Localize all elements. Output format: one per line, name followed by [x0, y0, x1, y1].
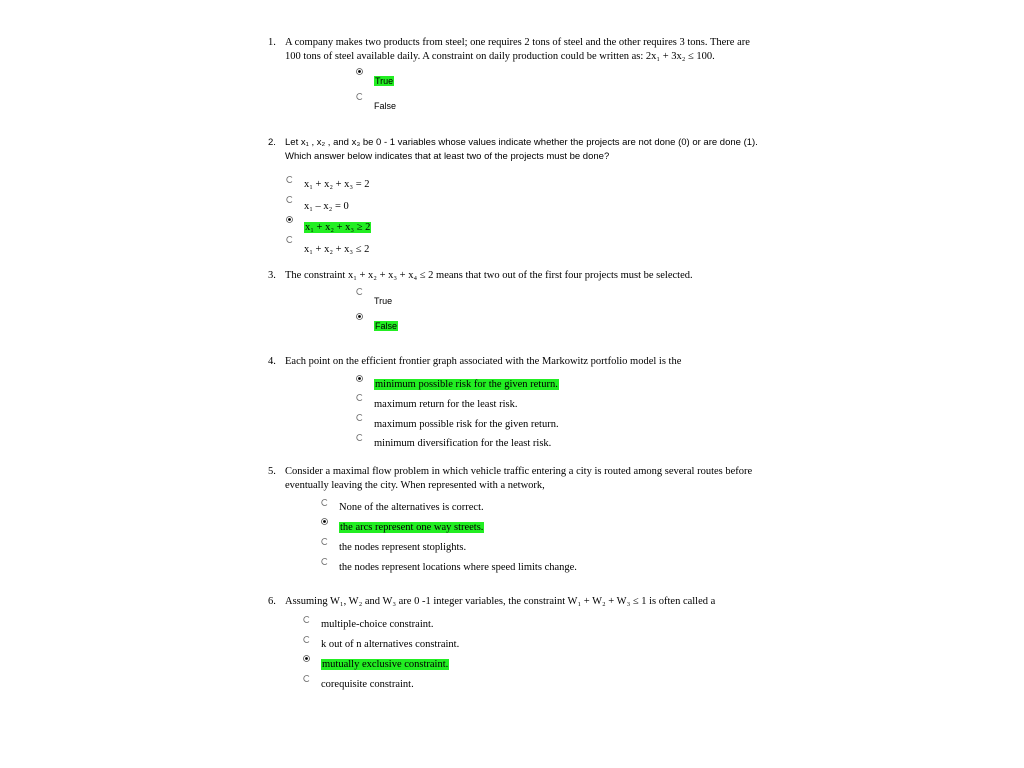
radio-icon[interactable]: [356, 93, 363, 100]
answer-option[interactable]: [374, 398, 517, 411]
question-line: eventually leaving the city. When represented with a network,: [285, 480, 545, 491]
option-label: False: [375, 321, 398, 331]
option-label: False: [374, 101, 397, 111]
option-label: x₁ – x₂ = 0: [304, 201, 349, 212]
question-text: [285, 269, 765, 283]
option-label: multiple-choice constraint.: [321, 619, 434, 630]
option-label: the nodes represent stoplights.: [339, 542, 467, 553]
question-line: Which answer below indicates that at least two of the projects must be done?: [285, 151, 610, 162]
question-line: The constraint x₁ + x₂ + x₃ + x₄ ≤ 2 means that two out of the first four projects must be selected.: [285, 270, 693, 281]
option-label: True: [375, 76, 394, 86]
radio-selected-icon[interactable]: [321, 518, 328, 525]
answer-option[interactable]: [321, 638, 459, 651]
answer-option[interactable]: [374, 378, 559, 391]
question-line: 100 tons of steel available daily. A constraint on daily production could be written as: 2x₁ + 3x₂ ≤ 100.: [285, 51, 715, 62]
answer-option[interactable]: [304, 200, 349, 213]
radio-icon[interactable]: [303, 616, 310, 623]
radio-icon[interactable]: [356, 288, 363, 295]
radio-icon[interactable]: [321, 558, 328, 565]
radio-icon[interactable]: [286, 236, 293, 243]
option-label: maximum return for the least risk.: [374, 399, 518, 410]
question-number: 4.: [268, 356, 276, 367]
answer-option[interactable]: [321, 678, 414, 691]
radio-icon[interactable]: [321, 499, 328, 506]
option-label: x₁ + x₂ + x₃ ≤ 2: [304, 244, 370, 255]
radio-icon[interactable]: [356, 434, 363, 441]
question-line: Consider a maximal flow problem in which vehicle traffic entering a city is routed among several routes before: [285, 466, 753, 477]
option-label: maximum possible risk for the given return.: [374, 419, 559, 430]
question-text: [285, 465, 765, 493]
option-label: mutually exclusive constraint.: [322, 659, 449, 670]
question-text: [285, 36, 765, 64]
option-label: minimum possible risk for the given return.: [375, 379, 558, 390]
question-line: Each point on the efficient frontier graph associated with the Markowitz portfolio model is the: [285, 356, 682, 367]
radio-icon[interactable]: [303, 636, 310, 643]
answer-option[interactable]: [304, 178, 370, 191]
radio-selected-icon[interactable]: [286, 216, 293, 223]
option-label: k out of n alternatives constraint.: [321, 639, 460, 650]
answer-option[interactable]: [339, 541, 466, 554]
question-line: Assuming W₁, W₂ and W₃ are 0 -1 integer variables, the constraint W₁ + W₂ + W₃ ≤ 1 is often called a: [285, 596, 716, 607]
radio-icon[interactable]: [356, 394, 363, 401]
option-label: corequisite constraint.: [321, 679, 414, 690]
radio-selected-icon[interactable]: [356, 375, 363, 382]
question-number: 1.: [268, 37, 276, 48]
question-number: 6.: [268, 596, 276, 607]
answer-option[interactable]: [339, 501, 484, 514]
option-label: x₁ + x₂ + x₃ = 2: [304, 179, 370, 190]
radio-selected-icon[interactable]: [356, 313, 363, 320]
question-number: 3.: [268, 270, 276, 281]
radio-icon[interactable]: [321, 538, 328, 545]
radio-selected-icon[interactable]: [303, 655, 310, 662]
answer-option[interactable]: [374, 100, 396, 113]
answer-option[interactable]: [374, 437, 551, 450]
answer-option[interactable]: [374, 295, 392, 308]
question-text: [285, 136, 765, 164]
option-label: None of the alternatives is correct.: [339, 502, 484, 513]
option-label: the nodes represent locations where speed limits change.: [339, 562, 577, 573]
answer-option[interactable]: [321, 658, 449, 671]
answer-option[interactable]: [339, 561, 577, 574]
answer-option[interactable]: [374, 320, 398, 333]
question-text: [285, 355, 765, 369]
radio-icon[interactable]: [286, 176, 293, 183]
question-number: 2.: [268, 137, 276, 148]
answer-option[interactable]: [304, 243, 369, 256]
formula: 2x₁ + 3x₂ ≤ 100.: [645, 51, 715, 62]
radio-icon[interactable]: [286, 196, 293, 203]
question-number: 5.: [268, 466, 276, 477]
question-text: [285, 595, 765, 609]
option-label: x₁ + x₂ + x₃ ≥ 2: [305, 222, 371, 233]
question-line: A company makes two products from steel; one requires 2 tons of steel and the other requires 3 tons. There are: [285, 37, 750, 48]
radio-icon[interactable]: [303, 675, 310, 682]
option-label: True: [374, 296, 393, 306]
radio-selected-icon[interactable]: [356, 68, 363, 75]
radio-icon[interactable]: [356, 414, 363, 421]
answer-option[interactable]: [374, 75, 394, 88]
answer-option[interactable]: [304, 221, 371, 234]
option-label: minimum diversification for the least risk.: [374, 438, 552, 449]
answer-option[interactable]: [374, 418, 559, 431]
option-label: the arcs represent one way streets.: [340, 522, 484, 533]
answer-option[interactable]: [321, 618, 434, 631]
question-line: Let x₁ , x₂ , and x₃ be 0 - 1 variables whose values indicate whether the projects are not done (0) or are done (1).: [285, 137, 758, 148]
answer-option[interactable]: [339, 521, 484, 534]
